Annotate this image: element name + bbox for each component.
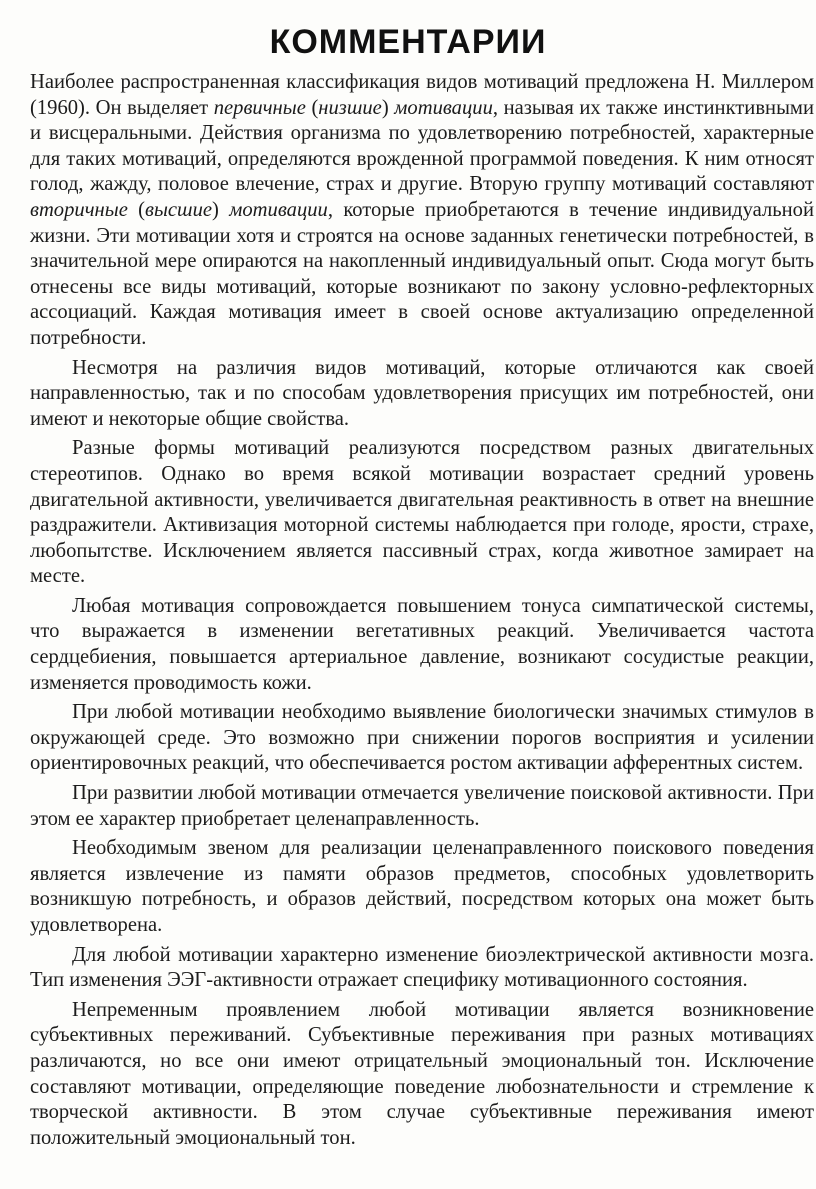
term-higher: высшие bbox=[145, 198, 213, 221]
term-secondary: вторичные bbox=[30, 198, 128, 221]
paragraph-9: Непременным проявлением любой мотивации является возникновение субъективных переживаний. Субъективные переживания при разных мотивациях различаются, но все они имеют отрицательный эмоциональный тон. Исключение составляют мотивации, определяющие поведение любознательности и стремление к творческой активности. В этом случае субъективные переживания имеют положительный эмоциональный тон. bbox=[30, 998, 814, 1149]
document-body bbox=[30, 70, 814, 1151]
term-lower: низшие bbox=[318, 96, 382, 119]
term-motivations-2: мотивации bbox=[229, 198, 328, 221]
paragraph-2: Несмотря на различия видов мотиваций, которые отличаются как своей направленностью, так и по способам удовлетворения присущих им потребностей, они имеют и некоторые общие свойства. bbox=[30, 356, 814, 430]
paragraph-7: Необходимым звеном для реализации целенаправленного поискового поведения является извлечение из памяти образов предметов, способных удовлетворить возникшую потребность, и образов действий, посредством которых она может быть удовлетворена. bbox=[30, 837, 814, 936]
paragraph-1-text: , которые приобретаются в течение индивидуальной жизни. Эти мотивации хотя и строятся на основе заданных генетически потребностей, в значительной мере опираются на накопленный индивидуальный опыт. Сюда могут быть отнесены все виды мотиваций, которые возникают по закону условно-рефлекторных ассоциаций. Каждая мотивация имеет в своей основе актуализацию определенной потребности. bbox=[30, 198, 814, 349]
paragraph-8: Для любой мотивации характерно изменение биоэлектрической активности мозга. Тип изменения ЭЭГ-активности отражает специфику мотивационного состояния. bbox=[30, 943, 814, 992]
paragraph-1 bbox=[30, 70, 814, 352]
term-motivations: мотивации bbox=[394, 96, 493, 119]
paragraph-3: Разные формы мотиваций реализуются посредством разных двигательных стереотипов. Однако во время всякой мотивации возрастает средний уровень двигательной активности, увеличивается двигательная реактивность в ответ на внешние раздражители. Активизация моторной системы наблюдается при голоде, ярости, страхе, любопытстве. Исключением является пассивный страх, когда животное замирает на месте. bbox=[30, 437, 814, 588]
page-title: КОММЕНТАРИИ bbox=[269, 23, 547, 61]
paragraph-1-text: Наиболее распространенная классификация видов мотиваций предложена Н. Миллером (1960). Он выделяет bbox=[30, 71, 814, 119]
paragraph-4: Любая мотивация сопровождается повышением тонуса симпатической системы, что выражается в изменении вегетативных реакций. Увеличивается частота сердцебиения, повышается артериальное давление, возникают сосудистые реакции, изменяется проводимость кожи. bbox=[30, 594, 814, 694]
paragraph-5: При любой мотивации необходимо выявление биологически значимых стимулов в окружающей среде. Это возможно при снижении порогов восприятия и усилении ориентировочных реакций, что обеспечивается ростом активации афферентных систем. bbox=[30, 701, 814, 775]
paragraph-1-text: , называя их также инстинктивными и висцеральными. Действия организма по удовлетворению потребностей, характерные для таких мотиваций, определяются врожденной программой поведения. К ним относят голод, жажду, половое влечение, страх и другие. Вторую группу мотиваций составляют bbox=[30, 96, 814, 196]
paragraph-1-text: ( bbox=[305, 96, 319, 119]
paragraph-1-text: ( bbox=[127, 198, 146, 221]
paragraph-1-text: ) bbox=[381, 96, 395, 119]
paragraph-6: При развитии любой мотивации отмечается увеличение поисковой активности. При этом ее характер приобретает целенаправленность. bbox=[30, 782, 814, 830]
paragraph-1-text: ) bbox=[212, 198, 230, 221]
term-primary: первичные bbox=[213, 96, 306, 119]
